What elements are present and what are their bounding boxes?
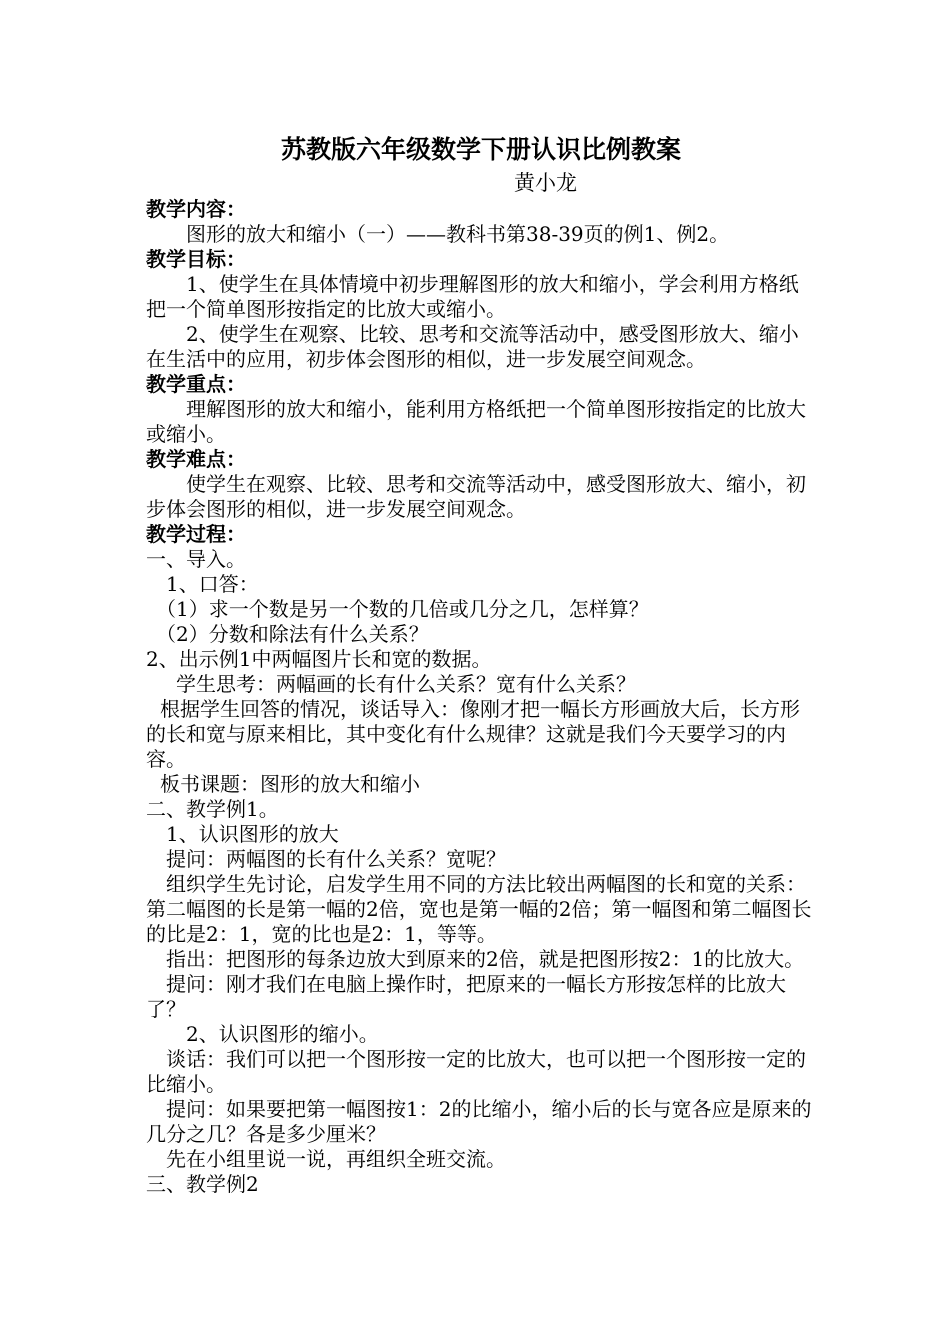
paragraph: （2）分数和除法有什么关系？ bbox=[156, 622, 429, 646]
paragraph: 二、教学例1。 bbox=[146, 797, 279, 821]
paragraph: 提问：如果要把第一幅图按1：2的比缩小，缩小后的长与宽各应是原来的几分之几？各是多少厘米？ bbox=[146, 1097, 812, 1146]
paragraph: 2、使学生在观察、比较、思考和交流等活动中，感受图形放大、缩小在生活中的应用，初步体会图形的相似，进一步发展空间观念。 bbox=[146, 322, 799, 371]
paragraph: 根据学生回答的情况，谈话导入：像刚才把一幅长方形画放大后，长方形的长和宽与原来相比，其中变化有什么规律？这就是我们今天要学习的内容。 bbox=[146, 697, 800, 771]
paragraph: 组织学生先讨论，启发学生用不同的方法比较出两幅图的长和宽的关系：第二幅图的长是第一幅的2倍，宽也是第一幅的2倍；第一幅图和第二幅图长的比是2：1，宽的比也是2：1，等等。 bbox=[146, 872, 812, 946]
paragraph: 图形的放大和缩小（一）——教科书第38-39页的例1、例2。 bbox=[186, 222, 730, 246]
paragraph: 使学生在观察、比较、思考和交流等活动中，感受图形放大、缩小，初步体会图形的相似，进一步发展空间观念。 bbox=[146, 472, 806, 521]
section-heading: 教学过程： bbox=[146, 522, 246, 546]
paragraph: 指出：把图形的每条边放大到原来的2倍，就是把图形按2：1的比放大。 bbox=[166, 947, 805, 971]
paragraph: 谈话：我们可以把一个图形按一定的比放大，也可以把一个图形按一定的比缩小。 bbox=[146, 1047, 806, 1096]
section-heading: 教学内容： bbox=[146, 197, 246, 221]
paragraph: 先在小组里说一说，再组织全班交流。 bbox=[166, 1147, 506, 1171]
document-body bbox=[146, 197, 816, 1197]
paragraph: 学生思考：两幅画的长有什么关系？宽有什么关系？ bbox=[176, 672, 636, 696]
section-heading: 教学目标： bbox=[146, 247, 246, 271]
paragraph: 一、导入。 bbox=[146, 547, 246, 571]
paragraph: 提问：刚才我们在电脑上操作时，把原来的一幅长方形按怎样的比放大了？ bbox=[146, 972, 786, 1021]
paragraph: 板书课题：图形的放大和缩小 bbox=[160, 772, 420, 796]
paragraph: 三、教学例2 bbox=[146, 1172, 259, 1196]
paragraph: 1、口答： bbox=[166, 572, 259, 596]
section-heading: 教学难点： bbox=[146, 447, 246, 471]
paragraph: 提问：两幅图的长有什么关系？宽呢？ bbox=[166, 847, 506, 871]
paragraph: 2、出示例1中两幅图片长和宽的数据。 bbox=[146, 647, 492, 671]
paragraph: 1、认识图形的放大 bbox=[166, 822, 339, 846]
document-title: 苏教版六年级数学下册认识比例教案 bbox=[280, 135, 681, 164]
section-heading: 教学重点： bbox=[146, 372, 246, 396]
paragraph: 理解图形的放大和缩小，能利用方格纸把一个简单图形按指定的比放大或缩小。 bbox=[146, 397, 806, 446]
document-author: 黄小龙 bbox=[514, 171, 577, 195]
document-content bbox=[146, 132, 816, 1197]
paragraph: 1、使学生在具体情境中初步理解图形的放大和缩小，学会利用方格纸把一个简单图形按指定的比放大或缩小。 bbox=[146, 272, 799, 321]
paragraph: 2、认识图形的缩小。 bbox=[186, 1022, 379, 1046]
paragraph: （1）求一个数是另一个数的几倍或几分之几，怎样算？ bbox=[156, 597, 649, 621]
